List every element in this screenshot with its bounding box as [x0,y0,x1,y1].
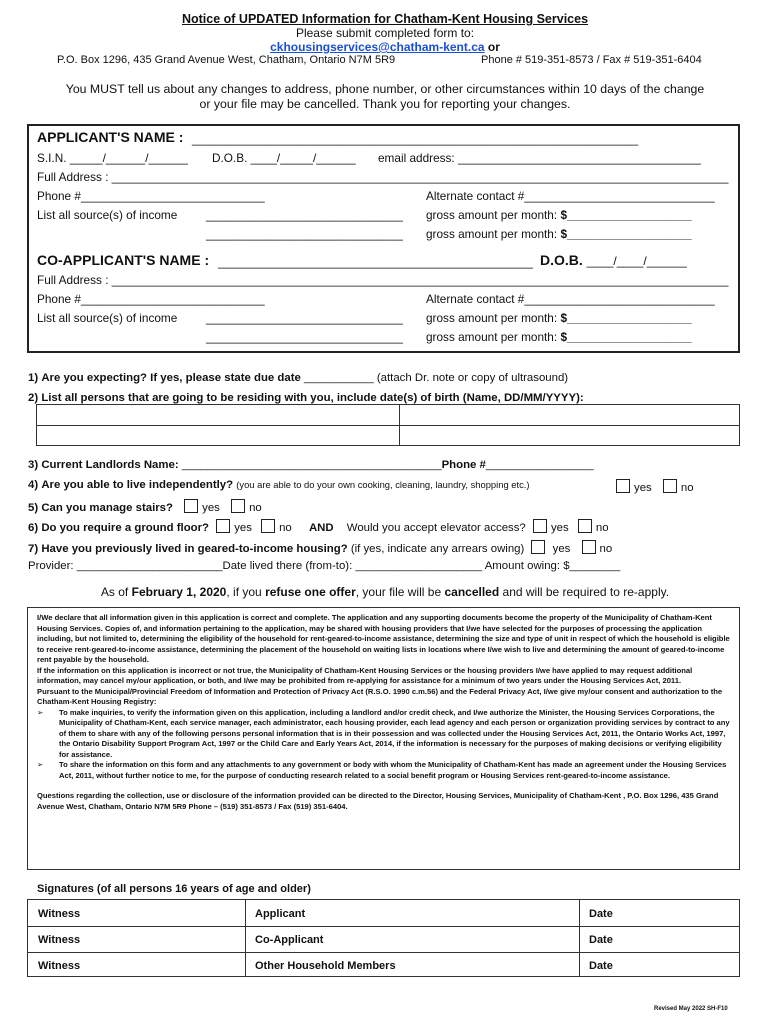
applicant-gross-line-1[interactable]: gross amount per month: $___________________ [426,208,692,222]
declaration-p2: If the information on this application is incorrect or not true, the Municipality of Chatham-Kent Housing Services or the housing providers I/we have applied to may request additional information, may cancel my/our application, or both, and I/we may be prohibited from re-applying for assistance for a minimum of two years under the Housing Services Act, 2011. [37,665,693,685]
coapplicant-phone-line[interactable]: Phone #____________________________ [37,292,265,306]
phone-fax: Phone # 519-351-8573 / Fax # 519-351-6404 [481,54,702,66]
applicant-dob-line[interactable]: D.O.B. ____/_____/______ [212,151,356,165]
coapplicant-alt-contact-line[interactable]: Alternate contact #_____________________________ [426,292,715,306]
signature-row-applicant[interactable]: Witness Applicant Date [28,900,739,927]
refusal-notice: As of February 1, 2020, if you refuse one offer, your file will be cancelled and will be required to re-apply. [100,585,670,599]
applicant-income-label: List all source(s) of income [37,208,178,222]
email-line [0,40,770,54]
declaration-contact: Questions regarding the collection, use or disclosure of the information provided can be directed to the Director, Housing Services, Municipality of Chatham-Kent , P.O. Box 1296, 435 Grand Avenue West, Chatham, Ontario N7M 5R9 Phone – (519) 351-8573 / Fax (519) 351-6404. [37,791,719,811]
form-title: Notice of UPDATED Information for Chatham-Kent Housing Services [181,12,589,26]
declaration-p3: Pursuant to the Municipal/Provincial Freedom of Information and Protection of Privacy Act (R.S.O. 1990 c.m.56) and the Federal Privacy Act, I/we give my/our consent and authorization to the Chatham-Kent Housing Registry: [37,686,723,706]
bullet-arrow-icon: ➢ [37,707,44,717]
coapplicant-income-field-1[interactable]: ______________________________ [206,311,403,325]
q4-yes-checkbox[interactable] [616,479,630,493]
coapplicant-name-field[interactable]: ________________________________________________ [218,255,533,269]
mailing-address: P.O. Box 1296, 435 Grand Avenue West, Chatham, Ontario N7M 5R9 [57,54,396,66]
question-6: 6) Do you require a ground floor? yes no AND Would you accept elevator access? yes no [28,519,609,534]
coapplicant-gross-line-2[interactable]: gross amount per month: $___________________ [426,330,692,344]
declaration-bullet-1: ➢ To make inquiries, to verify the information given on this application, including a landlord and/or credit check, and I/we authorize the Minister, the Housing Services Corporations, the Municipality of Chatham-Kent, each service manager, each administrator, each housing provider, each lead agency and each person or organization providing services by contract to any of them to share with any of the following persons personal information that is in their possession and was collected under the Housing Services Act, 2011, the Ontario Works Act, 1997, the Ontario Disability Support Program Act, 1997 or the Child Care and Early Years Act, 2014, if the information is necessary for the purposes of making decisions or verifying eligibility for assistance. [37,707,730,759]
coapplicant-dob-line[interactable]: D.O.B. ____/____/______ [540,252,687,268]
signature-row-other[interactable]: Witness Other Household Members Date [38,960,613,972]
applicant-phone-line[interactable]: Phone #____________________________ [37,189,265,203]
q7-no-checkbox[interactable] [582,540,596,554]
declaration-p1: I/We declare that all information given in this application is correct and complete. The application and any supporting documents become the property of the Municipality of Chatham-Kent Housing Services. Copies of, and information pertaining to the application, may be shared with housing providers that I/we have selected for the purposes of processing the application including, but not limited to, determining the eligibility of the household for rent-geared-to-income assistance, determining the size and type of unit in respect of which the household is eligible to receive rent-geared-to-income assistance, determining the placement of the household on waiting lists in locations where I/we wish to live and determining the amount of geared-to-income rent payable by the household. [37,613,730,664]
question-3[interactable]: 3) Current Landlords Name: _________________________________________Phone #_________________ [28,459,594,471]
applicant-address-line[interactable]: Full Address : ______________________________________________________________________________________________ [37,170,729,184]
q7-yes-checkbox[interactable] [531,540,545,554]
q6-yes-checkbox[interactable] [216,519,230,533]
question-2: 2) List all persons that are going to be residing with you, include date(s) of birth (Name, DD/MM/YYYY): [28,392,584,404]
arrears-details-line[interactable]: Provider: _______________________Date lived there (from-to): ____________________ Amount owing: $________ [28,560,621,572]
elevator-yes-checkbox[interactable] [533,519,547,533]
warning-line-1: You MUST tell us about any changes to address, phone number, or other circumstances within 10 days of the change [65,82,705,96]
q5-no-checkbox[interactable] [231,499,245,513]
q6-no-checkbox[interactable] [261,519,275,533]
coapplicant-address-line[interactable]: Full Address : ______________________________________________________________________________________________ [37,273,729,287]
email-link[interactable]: ckhousingservices@chatham-kent.ca [270,40,485,54]
signatures-heading: Signatures (of all persons 16 years of age and older) [37,883,311,895]
elevator-no-checkbox[interactable] [578,519,592,533]
form-subtitle: Please submit completed form to: [295,26,475,40]
sin-line[interactable]: S.I.N. _____/______/______ [37,151,188,165]
coapplicant-gross-line-1[interactable]: gross amount per month: $___________________ [426,311,692,325]
signatures-table [27,899,740,977]
household-members-table[interactable] [36,404,740,446]
q4-options: yes no [612,479,694,494]
applicant-income-field-1[interactable]: ______________________________ [206,208,403,222]
q4-no-checkbox[interactable] [663,479,677,493]
declaration-box [27,607,740,870]
email-suffix: or [487,40,500,54]
declaration-bullet-2: ➢ To share the information on this form and any attachments to any government or body with whom the Municipality of Chatham-Kent has made an agreement under the Housing Services Act, 2011, without further notice to me, for the purpose of conducting research related to a social benefit program or Housing Services rent-geared-to-income assistance. [37,760,727,780]
coapplicant-income-label: List all source(s) of income [37,311,178,325]
applicant-income-field-2[interactable]: ______________________________ [206,227,403,241]
bullet-arrow-icon: ➢ [37,760,44,769]
applicant-alt-contact-line[interactable]: Alternate contact #_____________________________ [426,189,715,203]
applicant-gross-line-2[interactable]: gross amount per month: $___________________ [426,227,692,241]
signature-row-coapplicant[interactable]: Witness Co-Applicant Date [28,926,739,953]
applicant-name-field[interactable]: ____________________________________________________________________ [192,132,639,146]
question-4: 4) Are you able to live independently? (you are able to do your own cooking, cleaning, laundry, shopping etc.) [28,479,530,491]
question-5: 5) Can you manage stairs? yes no [28,499,262,514]
applicant-name-label: APPLICANT'S NAME : [37,129,184,145]
question-7: 7) Have you previously lived in geared-to-income housing? (if yes, indicate any arrears owing) yes no [28,540,612,555]
q5-yes-checkbox[interactable] [184,499,198,513]
coapplicant-income-field-2[interactable]: ______________________________ [206,330,403,344]
question-1: 1) Are you expecting? If yes, please state due date ___________ (attach Dr. note or copy of ultrasound) [28,372,569,384]
revision-footer: Revised May 2022 SH-F10 [654,1006,728,1012]
warning-line-2: or your file may be cancelled. Thank you for reporting your changes. [199,97,571,111]
coapplicant-name-label: CO-APPLICANT'S NAME : [37,252,210,268]
applicant-email-line[interactable]: email address: _____________________________________ [378,151,701,165]
